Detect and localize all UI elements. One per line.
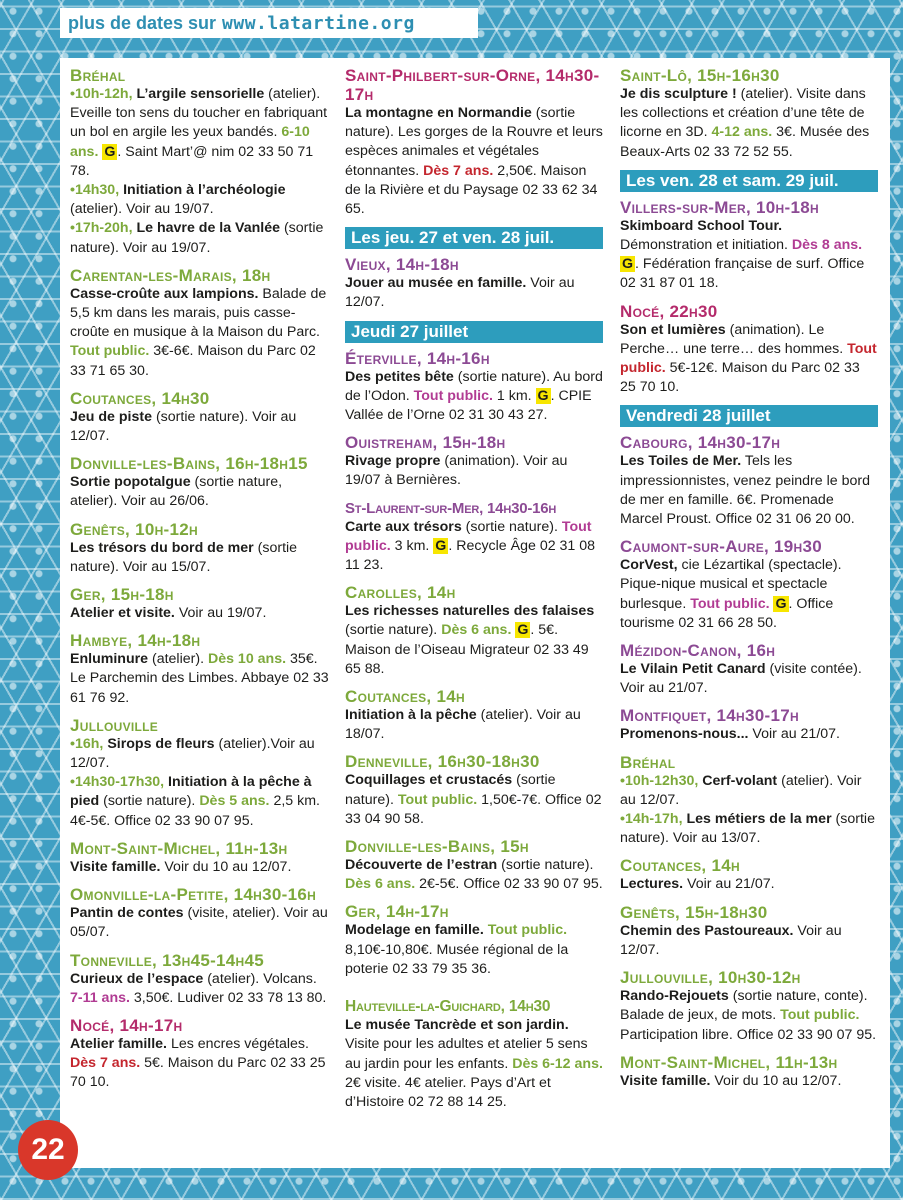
event-text: Lectures. Voir au 21/07. [620,876,775,893]
event-text: •17h-20h, Le havre de la Vanlée (sortie nature). Voir au 19/07. [70,220,324,256]
town-title: Saint-Philbert-sur-Orne, 14h30-17h [345,66,600,104]
event-text: Atelier et visite. Voir au 19/07. [70,605,267,622]
town-title: Mont-Saint-Michel, 11h-13h [70,838,288,858]
event-text: Jeu de piste (sortie nature). Voir au 12/07. [70,408,297,445]
list-item [345,66,603,219]
list-item [70,885,330,942]
event-text: Chemin des Pastoureaux. Voir au 12/07. [620,922,842,958]
list-item [345,349,603,426]
event-text: •10h-12h30, Cerf-volant (atelier). Voir au 12/07. [620,772,862,808]
town-title: Donville-les-Bains, 16h-18h15 [70,454,308,474]
event-text: Skimboard School Tour. Démonstration et initiation. Dès 8 ans. G . Fédération française de surf. Office 02 31 87 01 18. [620,217,865,292]
town-title: Mézidon-Canon, 16h [620,641,776,661]
town-title: Carentan-les-Marais, 18h [70,265,271,285]
event-text: Enluminure (atelier). Dès 10 ans. 35€. Le Parchemin des Limbes. Abbaye 02 33 61 76 92. [70,651,329,706]
town-title: Montfiquet, 14h30-17h [620,706,799,726]
list-item [620,1053,878,1091]
list-item [620,753,878,849]
town-title: Hambye, 14h-18h [70,631,201,651]
event-text: •10h-12h, L’argile sensorielle (atelier). Eveille ton sens du toucher en fabriquant un bol en argile les yeux bandés. 6-10 ans. G . Saint Mart’@ nim 02 33 50 71 78. [70,86,328,179]
list-item [70,951,330,1008]
list-item [345,499,603,576]
town-title: Éterville, 14h-16h [345,348,490,368]
town-title: Carolles, 14h [345,583,456,603]
page-number-badge: 22 [18,1120,78,1180]
town-title: Vieux, 14h-18h [345,255,459,275]
event-text: Atelier famille. Les encres végétales. Dès 7 ans. 5€. Maison du Parc 02 33 25 70 10. [70,1035,326,1091]
list-item [620,537,878,633]
event-text: Je dis sculpture ! (atelier). Visite dans les collections et création d’une tête de licorne en 3D. 4-12 ans. 3€. Musée des Beaux-Arts 02 33 72 52 55. [620,86,870,160]
list-item [70,631,330,708]
town-title: Cabourg, 14h30-17h [620,433,781,453]
town-title: Donville-les-Bains, 15h [345,837,529,857]
date-band: Les jeu. 27 et ven. 28 juil. [345,227,603,249]
list-item [70,716,330,831]
list-item [70,266,330,381]
list-item [620,856,878,894]
list-item [345,902,603,979]
event-text: Visite famille. Voir du 10 au 12/07. [70,858,292,875]
event-text: Des petites bête (sortie nature). Au bord de l’Odon. Tout public. 1 km. G . CPIE Vallée de l’Orne 02 31 30 43 27. [345,368,603,424]
list-item [345,433,603,490]
list-item [70,1016,330,1093]
town-title: Saint-Lô, 15h-16h30 [620,66,780,85]
town-title: Mont-Saint-Michel, 11h-13h [620,1052,838,1072]
event-text: Curieux de l’espace (atelier). Volcans. 7-11 ans. 3,50€. Ludiver 02 33 78 13 80. [70,970,327,1006]
event-text: •14h-17h, Les métiers de la mer (sortie nature). Voir au 13/07. [620,811,875,847]
town-title: Coutances, 14h [620,856,740,876]
town-title: Omonville-la-Petite, 14h30-16h [70,885,317,905]
free-badge: G [435,537,447,554]
list-item [620,433,878,529]
event-text: Carte aux trésors (sortie nature). Tout public. 3 km. G . Recycle Âge 02 31 08 11 23. [345,518,596,574]
list-item [620,198,878,294]
list-item [345,752,603,829]
event-text: CorVest, cie Lézartikal (spectacle). Pique-nique musical et spectacle burlesque. Tout public. G . Office tourisme 02 31 66 28 50. [620,557,842,631]
header-prefix: plus de dates sur [68,12,217,33]
list-item [620,968,878,1045]
agenda-content [60,58,890,1168]
town-title: Nocé, 14h-17h [70,1015,183,1035]
list-item [70,585,330,623]
town-title: Ger, 14h-17h [345,902,449,922]
town-title: Coutances, 14h30 [70,388,210,408]
town-title: Ger, 15h-18h [70,585,174,605]
event-text: Pantin de contes (visite, atelier). Voir au 05/07. [70,905,328,941]
free-badge: G [517,622,529,639]
date-band: Jeudi 27 juillet [345,321,603,343]
town-title: Jullouville, 10h30-12h [620,968,801,988]
list-item [345,687,603,744]
event-text: Jouer au musée en famille. Voir au 12/07. [345,275,575,311]
event-text: Rivage propre (animation). Voir au 19/07 à Bernières. [345,453,568,489]
date-band: Vendredi 28 juillet [620,405,878,427]
date-band: Les ven. 28 et sam. 29 juil. [620,170,878,192]
event-text: Coquillages et crustacés (sortie nature). Tout public. 1,50€-7€. Office 02 33 04 90 58. [345,772,602,827]
town-title: Genêts, 10h-12h [70,519,198,539]
event-text: Les richesses naturelles des falaises (sortie nature). Dès 6 ans. G . 5€. Maison de l’Oiseau Migrateur 02 33 49 65 88. [345,603,595,677]
list-item [70,389,330,446]
town-title: St-Laurent-sur-Mer, 14h30-16h [345,499,557,517]
free-badge: G [775,595,787,612]
event-text: Promenons-nous... Voir au 21/07. [620,726,840,743]
free-badge: G [104,143,116,160]
event-text: Les trésors du bord de mer (sortie nature). Voir au 15/07. [70,539,298,575]
event-text: Les Toiles de Mer. Tels les impressionnistes, venez peindre le bord de mer en famille. 6€. Promenade Marcel Proust. Office 02 31 06 20 00. [620,453,870,528]
list-item [345,255,603,312]
event-text: Modelage en famille. Tout public. 8,10€-10,80€. Musée régional de la poterie 02 33 79 35 36. [345,922,569,977]
town-title: Villers-sur-Mer, 10h-18h [620,197,819,217]
event-text: •14h30, Initiation à l’archéologie (atelier). Voir au 19/07. [70,182,286,218]
event-text: Le musée Tancrède et son jardin. Visite pour les adultes et atelier 5 sens au jardin pour les enfants. Dès 6-12 ans. 2€ visite. 4€ atelier. Pays d’Art et d’Histoire 02 72 88 14 25. [345,1017,603,1110]
event-text: La montagne en Normandie (sortie nature). Les gorges de la Rouvre et leurs espèces animales et végétales étonnantes. Dès 7 ans. 2,50€. Maison de la Rivière et du Paysage 02 33 62 34 65. [345,105,603,218]
town-title: Denneville, 16h30-18h30 [345,752,540,772]
town-title: Caumont-sur-Aure, 19h30 [620,537,823,557]
column-2 [345,66,603,1120]
town-title: Genêts, 15h-18h30 [620,902,768,922]
free-badge: G [537,387,549,404]
event-text: Visite famille. Voir du 10 au 12/07. [620,1072,842,1089]
list-item [70,66,330,258]
list-item [620,302,878,398]
event-text: •16h, Sirops de fleurs (atelier).Voir au 12/07. [70,735,315,772]
town-title: Ouistreham, 15h-18h [345,433,506,453]
town-title: Tonneville, 13h45-14h45 [70,950,265,970]
list-item [345,997,603,1112]
town-title: Bréhal [620,752,676,772]
list-item [620,641,878,698]
event-text: Le Vilain Petit Canard (visite contée). Voir au 21/07. [620,661,862,697]
event-text: Son et lumières (animation). Le Perche… une terre… des hommes. Tout public. 5€-12€. Maison du Parc 02 33 25 70 10. [620,321,877,396]
column-1 [70,66,330,1101]
free-badge: G [622,256,634,273]
list-item [70,454,330,511]
column-3 [620,66,878,1099]
list-item [620,66,878,162]
town-title: Hauteville-la-Guichard, 14h30 [345,998,551,1016]
town-title: Coutances, 14h [345,687,465,707]
event-text: Casse-croûte aux lampions. Balade de 5,5 km dans les marais, puis casse-croûte en musique à la Maison du Parc. Tout public. 3€-6€. Maison du Parc 02 33 71 65 30. [70,285,327,379]
event-text: Découverte de l’estran (sortie nature). Dès 6 ans. 2€-5€. Office 02 33 90 07 95. [345,857,603,893]
town-title: Jullouville [70,715,159,735]
list-item [620,706,878,744]
event-text: Initiation à la pêche (atelier). Voir au 18/07. [345,707,581,743]
list-item [345,583,603,679]
list-item [70,520,330,577]
header-url-link[interactable]: www.latartine.org [222,12,415,34]
list-item [345,837,603,894]
town-title: Bréhal [70,66,126,85]
event-text: Sortie popotalgue (sortie nature, atelier). Voir au 26/06. [70,474,283,510]
event-text: •14h30-17h30, Initiation à la pêche à pied (sortie nature). Dès 5 ans. 2,5 km. 4€-5€. Office 02 33 90 07 95. [70,774,320,829]
page-header [60,8,478,38]
list-item [70,839,330,877]
list-item [620,903,878,960]
town-title: Nocé, 22h30 [620,301,718,321]
event-text: Rando-Rejouets (sortie nature, conte). Balade de jeux, de mots. Tout public. Participation libre. Office 02 33 90 07 95. [620,988,877,1043]
